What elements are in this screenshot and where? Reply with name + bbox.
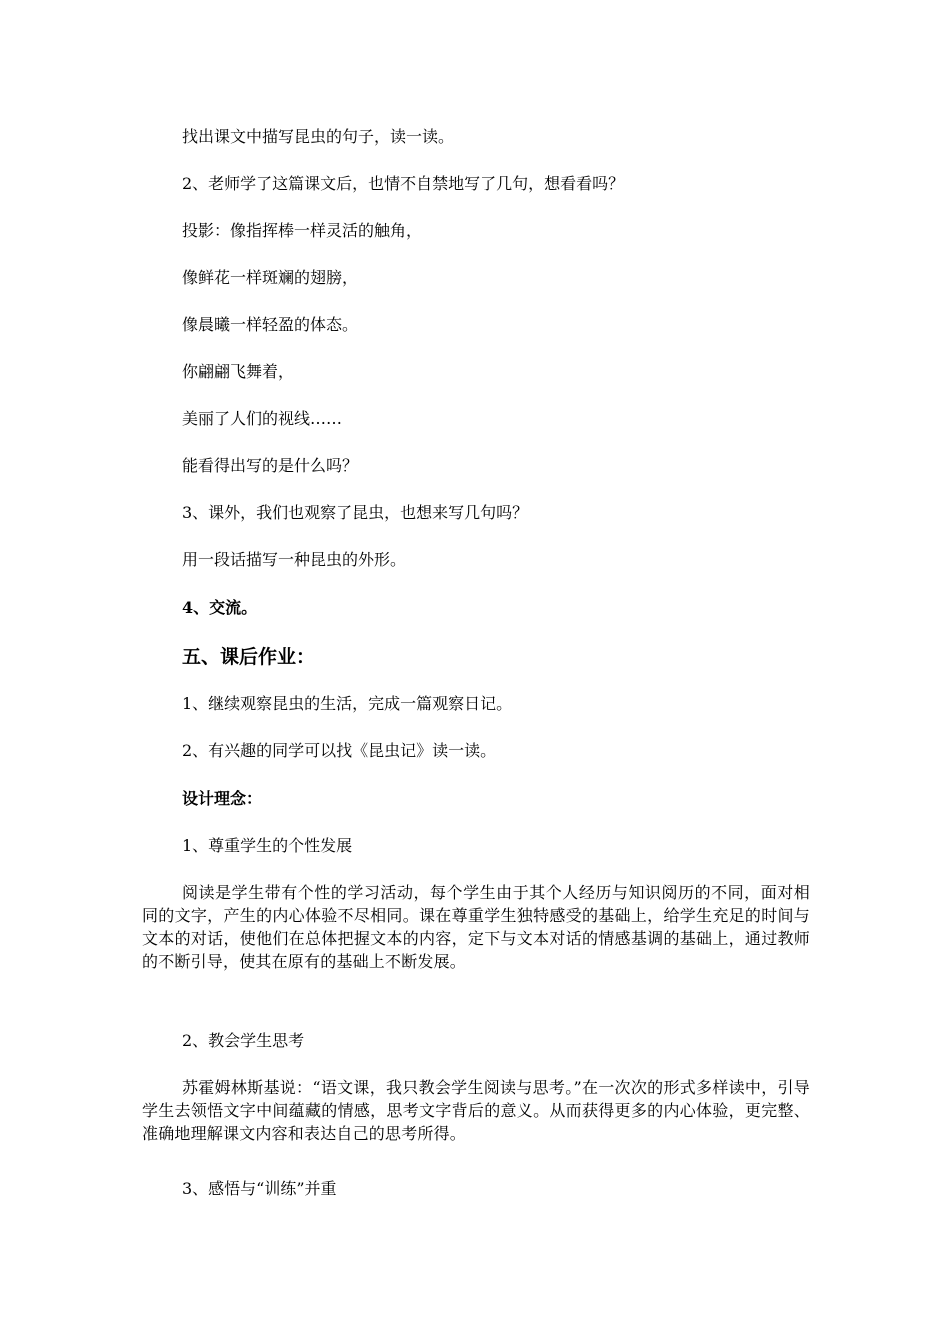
- text-line: 2、老师学了这篇课文后，也情不自禁地写了几句，想看看吗？: [182, 174, 625, 193]
- text-line: 像晨曦一样轻盈的体态。: [182, 315, 359, 334]
- text-line: 你翩翩飞舞着，: [182, 362, 295, 381]
- homework-item: 2、有兴趣的同学可以找《昆虫记》读一读。: [182, 741, 497, 760]
- section-heading: 五、课后作业：: [182, 646, 316, 668]
- text-line: 找出课文中描写昆虫的句子，读一读。: [182, 127, 455, 146]
- design-point-body: 苏霍姆林斯基说：“语文课，我只教会学生阅读与思考。”在一次次的形式多样读中，引导学生去领悟文字中间蕴藏的情感，思考文字背后的意义。从而获得更多的内心体验，更完整、准确地理解课文内容和表达自己的思考所得。: [142, 1078, 810, 1143]
- design-point-title: 2、教会学生思考: [182, 1031, 305, 1050]
- text-line: 用一段话描写一种昆虫的外形。: [182, 550, 407, 569]
- text-line: 3、课外，我们也观察了昆虫，也想来写几句吗？: [182, 503, 529, 522]
- design-heading: 设计理念：: [182, 789, 263, 808]
- text-line: 美丽了人们的视线……: [182, 409, 343, 428]
- text-line: 能看得出写的是什么吗？: [182, 456, 359, 475]
- design-point-title: 1、尊重学生的个性发展: [182, 836, 353, 855]
- design-point-body: 阅读是学生带有个性的学习活动，每个学生由于其个人经历与知识阅历的不同，面对相同的文字，产生的内心体验不尽相同。课在尊重学生独特感受的基础上，给学生充足的时间与文本的对话，使他们在总体把握文本的内容，定下与文本对话的情感基调的基础上，通过教师的不断引导，使其在原有的基础上不断发展。: [142, 883, 810, 971]
- homework-item: 1、继续观察昆虫的生活，完成一篇观察日记。: [182, 694, 513, 713]
- design-point-title: 3、感悟与“训练”并重: [182, 1179, 337, 1198]
- text-line-bold: 4、交流。: [182, 598, 258, 617]
- text-line: 投影：像指挥棒一样灵活的触角，: [182, 221, 423, 240]
- text-line: 像鲜花一样斑斓的翅膀，: [182, 268, 359, 287]
